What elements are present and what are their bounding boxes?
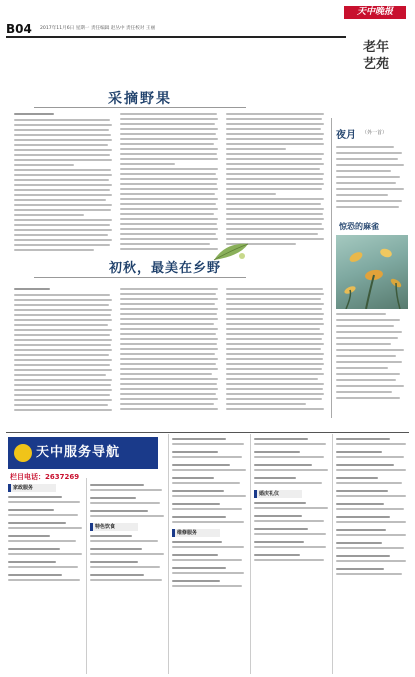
ad-listings (8, 484, 409, 674)
article1-body (14, 113, 330, 253)
ad-title: 天中服务导航 (36, 445, 121, 460)
ad-banner-icon (14, 444, 32, 462)
section-title-2: 艺苑 (363, 57, 390, 72)
ad-col-line-1 (86, 478, 87, 674)
ad-col-line-4 (332, 434, 333, 674)
ad-divider-top (6, 432, 409, 433)
ad-section-label: 维修服务 (172, 529, 220, 537)
ad-hotline: 栏目电话：2637269 (10, 473, 80, 481)
masthead-logo: 天中晚报 (344, 6, 406, 19)
ad-section-label: 特色饮食 (90, 523, 138, 531)
ad-section-label: 家政服务 (8, 484, 56, 492)
poem1-body (336, 146, 408, 212)
poem2-title: 惊恐的麻雀 (339, 221, 379, 231)
poem1-title: 夜月 (336, 130, 356, 141)
page-number: B04 (6, 22, 32, 36)
header-rule (6, 36, 346, 38)
ad-col-line-2 (168, 434, 169, 674)
poem1-subtitle: （外一首） (362, 130, 388, 136)
section-title-1: 老年 (363, 40, 390, 55)
date-line: 2017年11月6日 星期一 责任编辑 赵丛中 责任校对 王丽 (40, 26, 156, 31)
article2-title-rule (34, 277, 246, 278)
poem2-body (336, 313, 408, 403)
flower-photo (336, 235, 408, 309)
article2-title: 初秋，最美在乡野 (108, 261, 221, 276)
article1-title-rule (34, 107, 246, 108)
column-divider (331, 118, 332, 418)
ad-col-line-3 (250, 434, 251, 674)
article1-title: 采摘野果 (108, 91, 172, 107)
ad-section-label: 婚庆礼仪 (254, 490, 302, 498)
article2-body (14, 288, 330, 418)
